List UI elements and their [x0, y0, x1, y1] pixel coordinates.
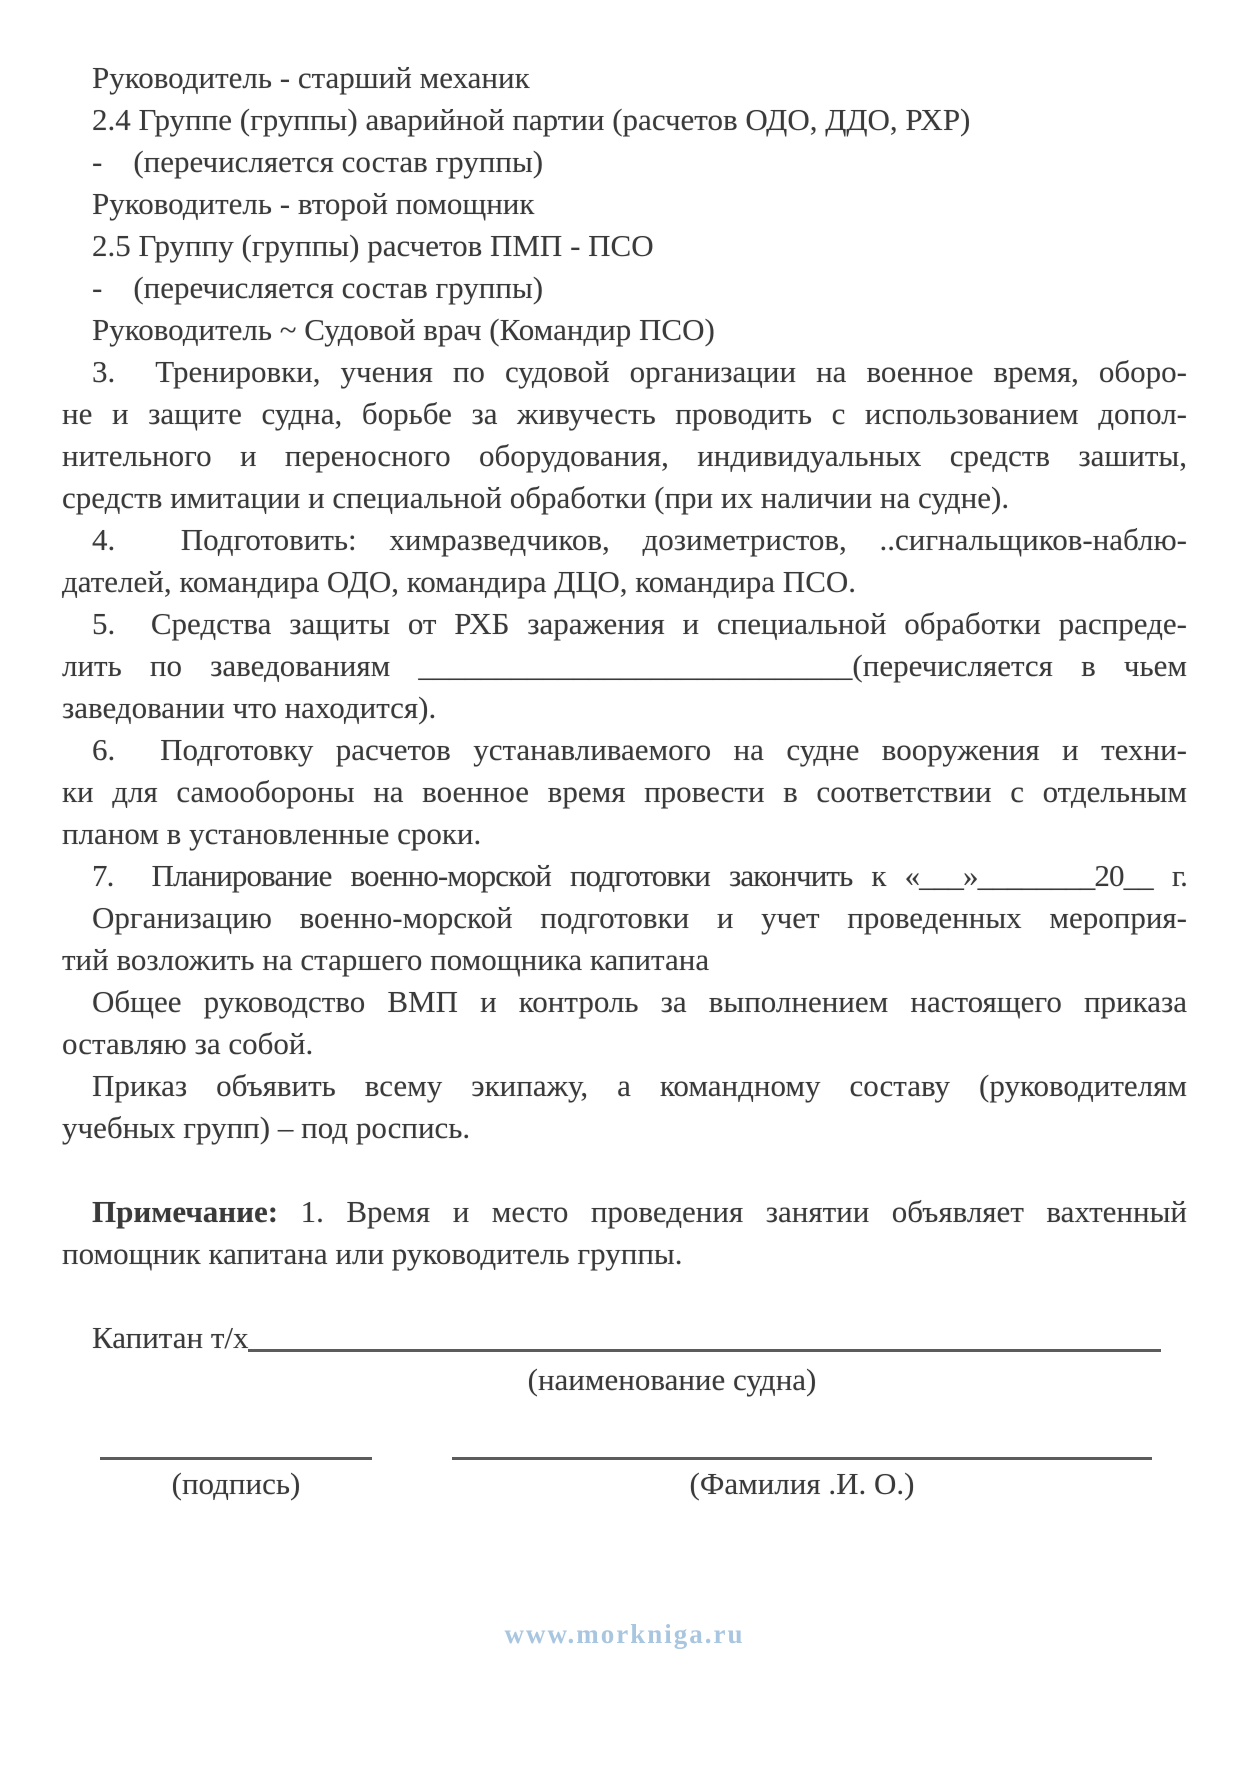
- text-line: Руководитель - старший механик: [92, 60, 530, 95]
- text-line: нительного и переносного оборудования, индивидуальных средств зашиты,: [62, 438, 1187, 473]
- text-line: средств имитации и специальной обработки (при их наличии на судне).: [62, 480, 1010, 515]
- text-line: 6. Подготовку расчетов устанавливаемого на судне вооружения и техни-: [92, 732, 1187, 767]
- captain-fill-line: [248, 1349, 1161, 1352]
- blank-line: [62, 1275, 1187, 1317]
- text-line: заведовании что находится).: [62, 690, 437, 725]
- text-line: Общее руководство ВМП и контроль за выполнением настоящего приказа: [92, 984, 1187, 1019]
- blank-line: [62, 1149, 1187, 1191]
- text-line: лить по заведованиям ____________________________(перечисляется в чьем: [62, 648, 1187, 683]
- text-line: 3. Тренировки, учения по судовой организации на военное время, оборо-: [92, 354, 1187, 389]
- watermark: www.morkniga.ru: [504, 1619, 745, 1649]
- text-line: 7. Планирование военно-морской подготовки закончить к «___»________20__ г.: [92, 858, 1187, 893]
- captain-line: [62, 1317, 1187, 1359]
- text-line: 5. Средства защиты от РХБ заражения и специальной обработки распреде-: [92, 606, 1187, 641]
- vessel-name-caption: (наименование судна): [527, 1362, 817, 1397]
- surname-caption: (Фамилия .И. О.): [689, 1466, 915, 1501]
- text-line: Приказ объявить всему экипажу, а командному составу (руководителям: [92, 1068, 1187, 1103]
- document-body: [62, 57, 1187, 1317]
- captain-label: Капитан т/х: [92, 1320, 249, 1355]
- text-line: оставляю за собой.: [62, 1026, 314, 1061]
- signature-line: [100, 1457, 372, 1460]
- text-line: не и защите судна, борьбе за живучесть проводить с использованием допол-: [62, 396, 1187, 431]
- surname-column: [452, 1457, 1152, 1505]
- text-line: 2.4 Группе (группы) аварийной партии (расчетов ОДО, ДДО, РХР): [92, 102, 971, 137]
- signature-caption: (подпись): [171, 1466, 301, 1501]
- surname-line: [452, 1457, 1152, 1460]
- text-line: тий возложить на старшего помощника капитана: [62, 942, 710, 977]
- text-line: - (перечисляется состав группы): [92, 270, 544, 305]
- text-line: планом в установленные сроки.: [62, 816, 482, 851]
- text-line: дателей, командира ОДО, командира ДЦО, командира ПСО.: [62, 564, 857, 599]
- text-line: - (перечисляется состав группы): [92, 144, 544, 179]
- text-line: ки для самообороны на военное время провести в соответствии с отдельным: [62, 774, 1187, 809]
- text-line: учебных групп) – под роспись.: [62, 1110, 471, 1145]
- text-line: Организацию военно-морской подготовки и учет проведенных мероприя-: [92, 900, 1187, 935]
- signature-block: [62, 1457, 1187, 1505]
- text-line: 4. Подготовить: химразведчиков, дозиметристов, ..сигнальщиков-наблю-: [92, 522, 1187, 557]
- text-line: 2.5 Группу (группы) расчетов ПМП - ПСО: [92, 228, 654, 263]
- text-line: Руководитель ~ Судовой врач (Командир ПСО): [92, 312, 715, 347]
- text-line: помощник капитана или руководитель группы.: [62, 1236, 683, 1271]
- text-line: Руководитель - второй помощник: [92, 186, 535, 221]
- signature-column: [100, 1457, 372, 1505]
- text-line: Примечание: 1. Время и место проведения занятии объявляет вахтенный: [92, 1194, 1187, 1229]
